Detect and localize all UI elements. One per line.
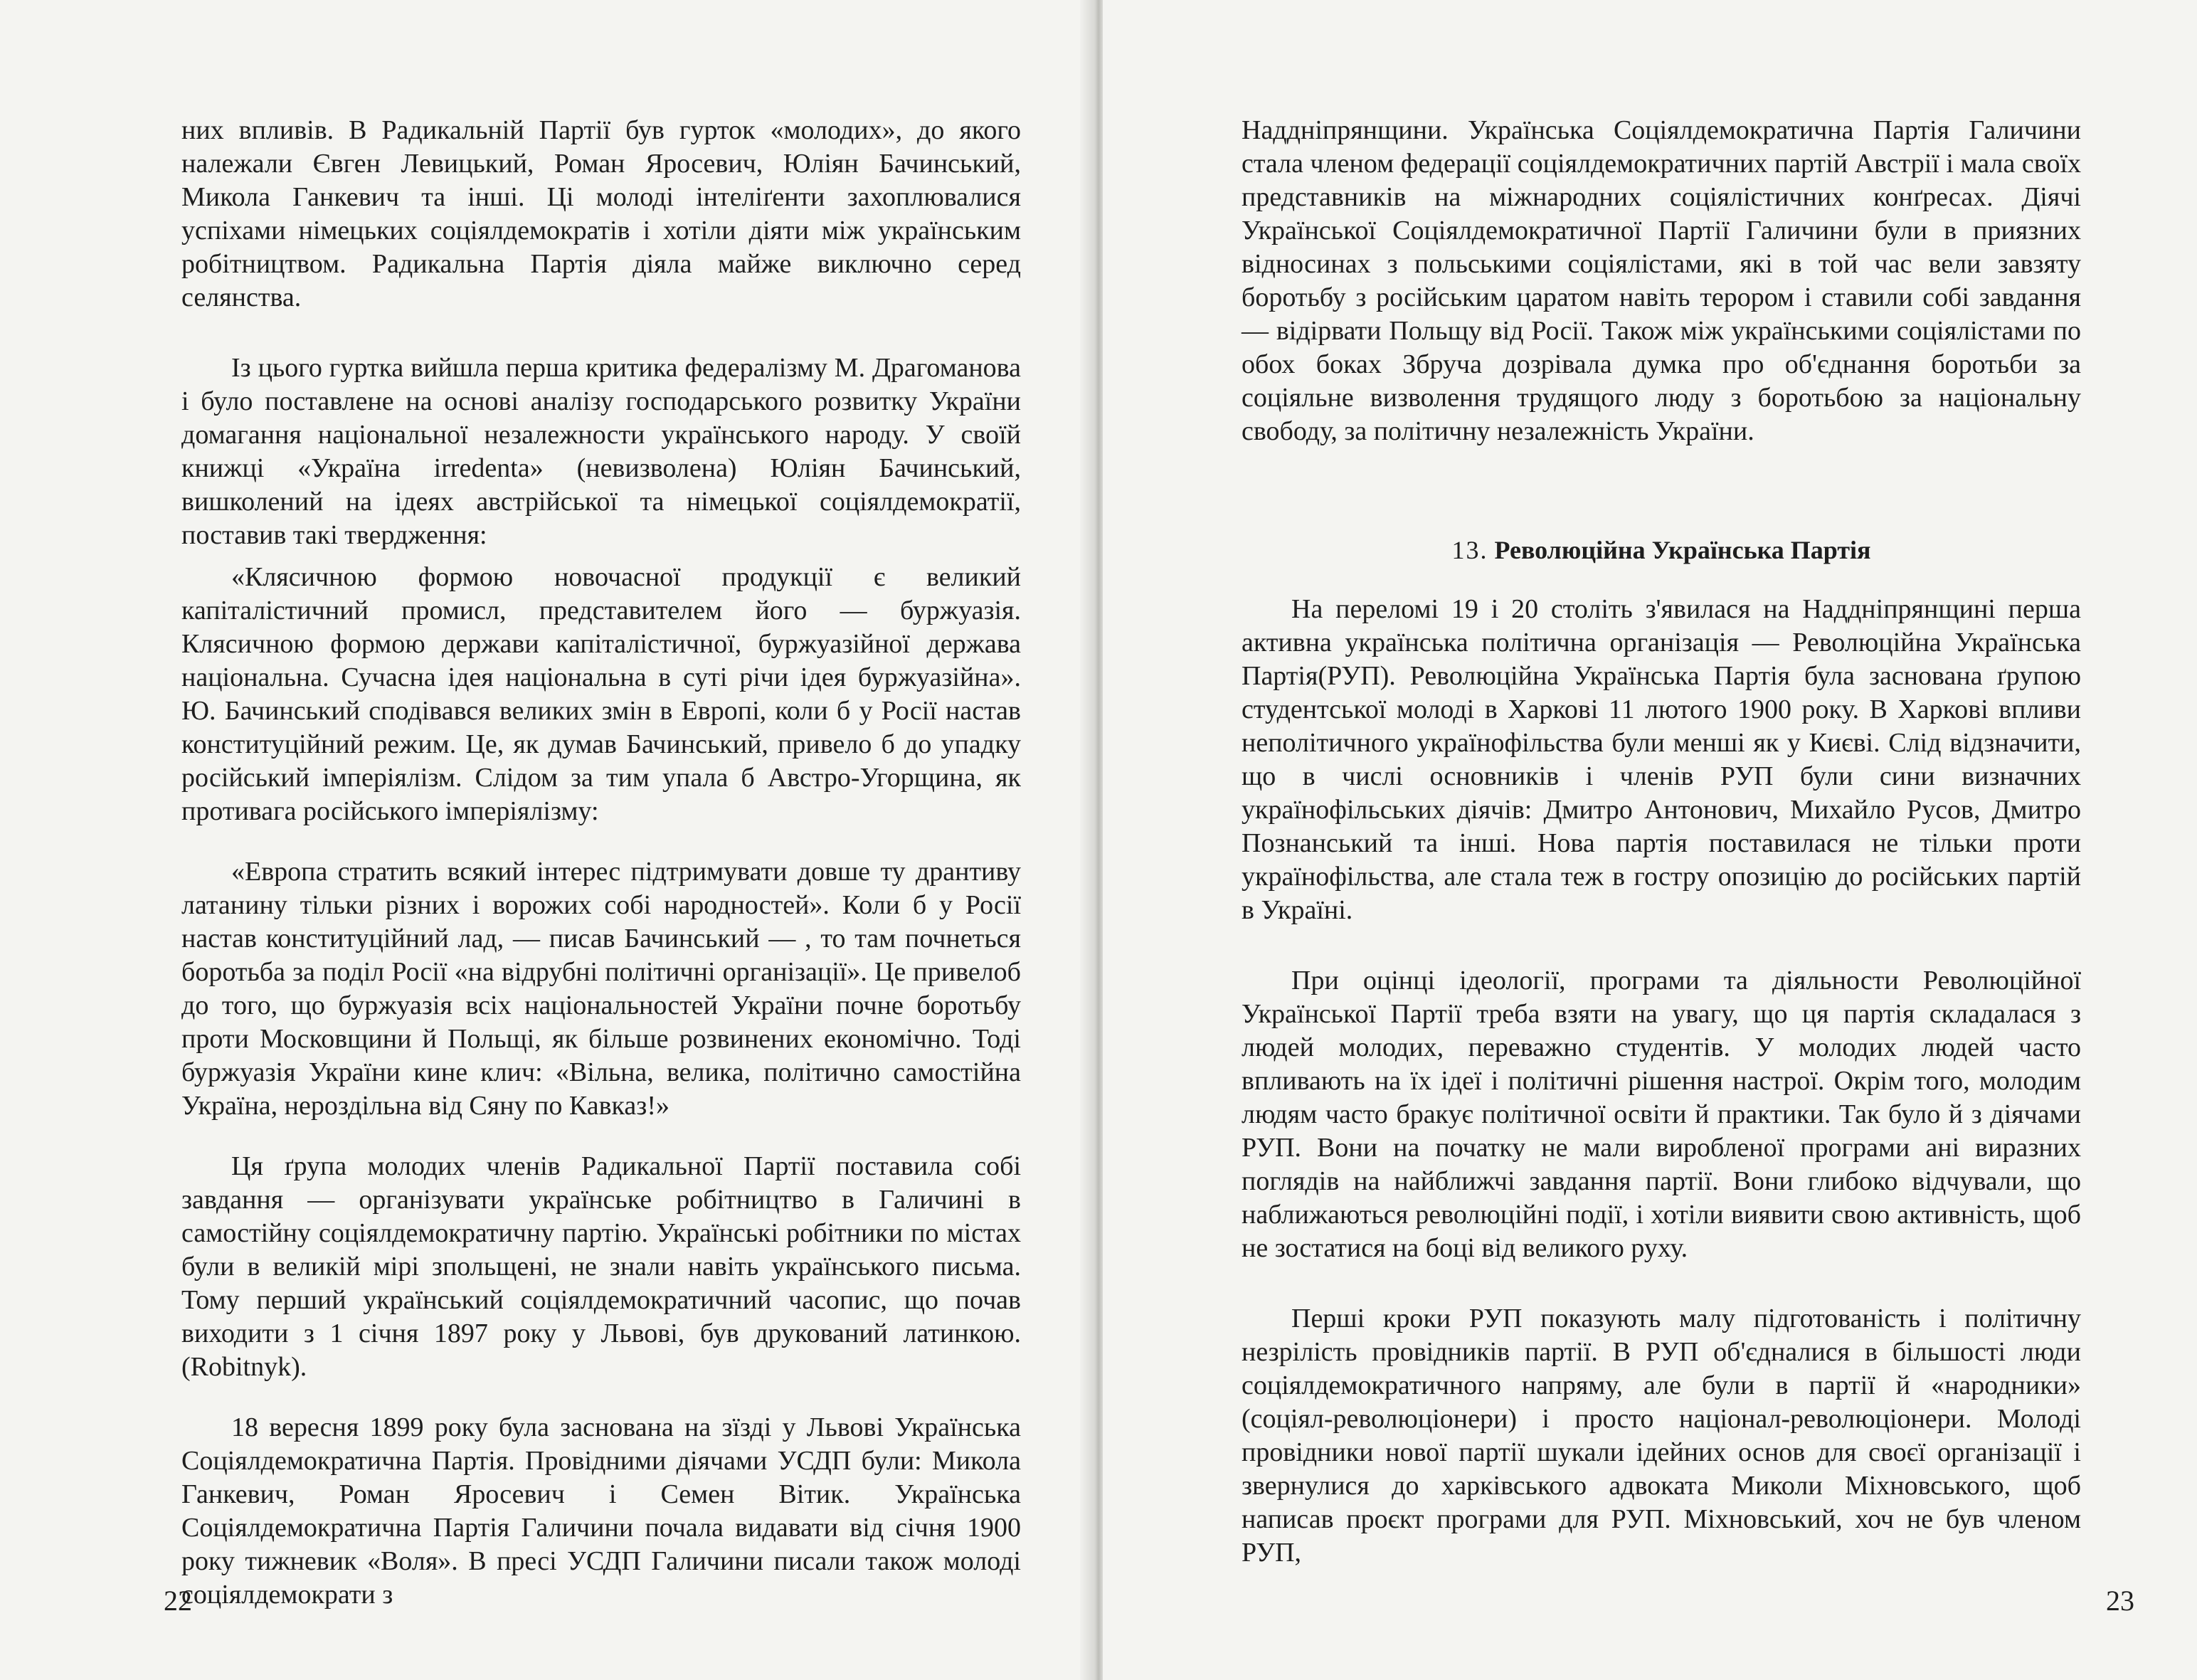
right-page (1103, 0, 2197, 1680)
left-quote-2: «Европа стратить всякий інтерес підтримувати довше ту дрантиву латанину тільки різних і ворожих собі народностей». Коли б у Росії настав конституційний лад, — писав Бачинський — , то там почнеться боротьба за поділ Росії «на відрубні політичні організації». Це привелоб до того, що буржуазія всіх національностей України почне боротьбу проти Московщини й Польщі, як більше розвинених економічно. Тоді буржуазія України кине клич: «Вільна, велика, політично самостійна Україна, нероздільна від Сяну по Кавказ!» (181, 857, 1021, 1121)
left-paragraph-5: Ця ґрупа молодих членів Радикальної Партії поставила собі завдання — організувати українське робітництво в Галичині в самостійну соціялдемократичну партію. Українські робітники по містах були в великій мірі зпольщені, не знали навіть українського письма. Тому перший український соціялдемократичний часопис, що почав виходити з 1 січня 1897 року у Львові, був друкований латинкою. (Robitnyk). (181, 1151, 1021, 1382)
right-paragraph-3: При оцінці ідеології, програми та діяльности Революційної Української Партії треба взяти на увагу, що ця партія складалася з людей молодих, переважно студентів. У молодих людей часто впливають на їх ідеї і політичні рішення настрої. Окрім того, молодим людям часто бракує політичної освіти й практики. Так було й з діячами РУП. Вони на початку не мали виробленої програми ані виразних поглядів на найближчі завдання партії. Вони глибоко відчували, що наближаються революційні події, і хотіли виявити свою активність, щоб не зостатися на боці від великого руху. (1242, 966, 2081, 1263)
page-number-left: 22 (164, 1585, 192, 1617)
left-paragraph-2: Із цього гуртка вийшла перша критика федералізму М. Драгоманова і було поставлене на основі аналізу господарського розвитку України домагання національної незалежности українського народу. У своїй книжці «Україна irredenta» (невизволена) Юліян Бачинський, вишколений на ідеях австрійської та німецької соціялдемократії, поставив такі твердження: (181, 353, 1021, 550)
right-paragraph-4: Перші кроки РУП показують малу підготованість і політичну незрілість провідників партії. В РУП об'єдналися в більшості люди соціялдемократичного напряму, але були в партії й «народники» (соціял-революціонери) і просто націонал-революціонери. Молоді провідники нової партії шукали ідейних основ для своєї організації і звернулися до харківського адвоката Миколи Міхновського, щоб написав проєкт програми для РУП. Міхновський, хоч не був членом РУП, (1242, 1304, 2081, 1568)
right-paragraph-1: Наддніпрянщини. Українська Соціялдемократична Партія Галичини стала членом федерації соціялдемократичних партій Австрії і мала своїх представників на міжнародних соціялістичних конґресах. Діячі Української Соціялдемократичної Партії Галичини були в приязних відносинах з польськими соціялістами, які в той час вели завзяту боротьбу з російським царатом навіть терором і ставили собі завдання — відірвати Польщу від Росії. Також між українськими соціялістами по обох боках Збруча дозрівала думка про об'єднання боротьби за соціяльне визволення трудящого люду з боротьбою за національну свободу, за політичну незалежність України. (1242, 115, 2081, 446)
right-page-text (1242, 114, 2081, 1570)
section-title: Революційна Українська Партія (1494, 536, 1871, 564)
section-number: 13. (1451, 536, 1488, 564)
section-heading (1242, 534, 2081, 567)
left-quote-1: «Клясичною формою новочасної продукції є великий капіталістичний промисл, представителем його — буржуазія. Клясичною формою держави капіталістичної, буржуазійної держава національна. Сучасна ідея національна в суті річи ідея буржуазійна». Ю. Бачинський сподівався великих змін в Европі, коли б у Росії настав конституційний режим. Це, як думав Бачинський, привело б до упадку російський імперіялізм. Слідом за тим упала б Австро-Угорщина, як противага російського імперіялізму: (181, 562, 1021, 826)
left-paragraph-1: них впливів. В Радикальній Партії був гурток «молодих», до якого належали Євген Левицький, Роман Яросевич, Юліян Бачинський, Микола Ганкевич та інші. Ці молоді інтеліґенти захоплювалися успіхами німецьких соціялдемократів і хотіли діяти між українським робітництвом. Радикальна Партія діяла майже виключно серед селянства. (181, 115, 1021, 312)
left-page (0, 0, 1094, 1680)
right-paragraph-2: На переломі 19 і 20 століть з'явилася на Наддніпрянщині перша активна українська політична організація — Революційна Українська Партія(РУП). Революційна Українська Партія була заснована ґрупою студентської молоді в Харкові 11 лютого 1900 року. В Харкові впливи неполітичного українофільства були менші як у Києві. Слід відзначити, що в числі основників і членів РУП були сини визначних українофільських діячів: Дмитро Антонович, Михайло Русов, Дмитро Познанський та інші. Нова партія поставилася не тільки проти українофільства, але стала теж в гостру опозицію до російських партій в Україні. (1242, 594, 2081, 925)
left-paragraph-6: 18 вересня 1899 року була заснована на зїзді у Львові Українська Соціялдемократична Партія. Провідними діячами УСДП були: Микола Ганкевич, Роман Яросевич і Семен Вітик. Українська Соціялдемократична Партія Галичини почала видавати від січня 1900 року тижневик «Воля». В пресі УСДП Галичини писали також молоді соціялдемократи з (181, 1412, 1021, 1610)
left-page-text (181, 114, 1021, 1612)
page-number-right: 23 (2106, 1585, 2134, 1617)
